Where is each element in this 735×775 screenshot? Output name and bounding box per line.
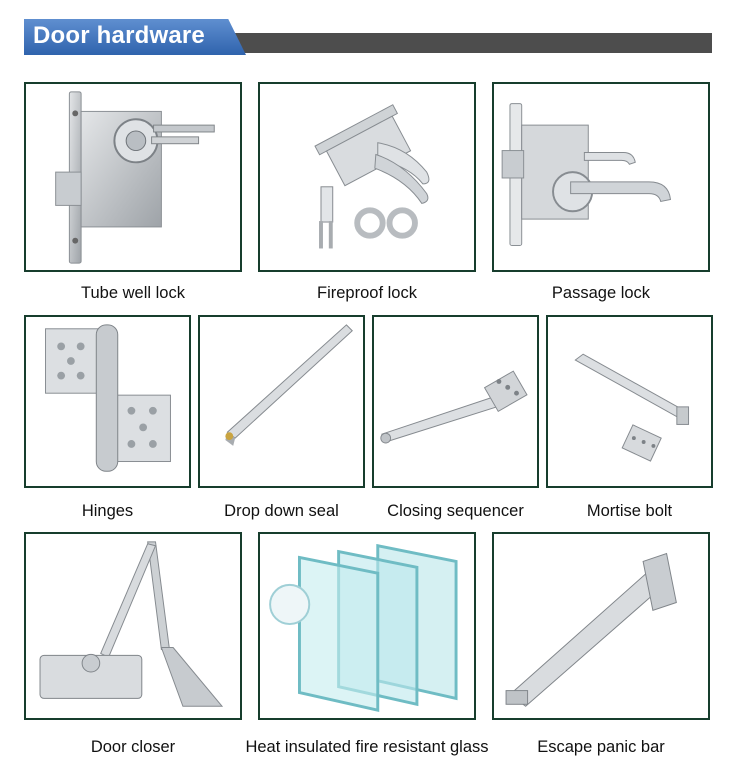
- product-label: Fireproof lock: [317, 284, 417, 302]
- door-closer-icon: [26, 534, 240, 718]
- product-label: Passage lock: [551, 284, 651, 302]
- header-rule: [224, 33, 712, 53]
- fireproof-lock-icon: [260, 84, 474, 270]
- passage-lock-icon: [494, 84, 708, 270]
- panic-bar-icon: [494, 534, 708, 718]
- product-tile-fireproof-lock[interactable]: [258, 82, 476, 272]
- product-tile-escape-panic-bar[interactable]: [492, 532, 710, 720]
- product-label: Closing sequencer: [387, 502, 524, 520]
- product-tile-mortise-bolt[interactable]: [546, 315, 713, 488]
- product-label: Door closer: [90, 738, 176, 756]
- mortise-bolt-icon: [548, 317, 711, 486]
- product-tile-tube-well-lock[interactable]: [24, 82, 242, 272]
- closing-sequencer-icon: [374, 317, 537, 486]
- product-label: Heat insulated fire resistant glass: [245, 738, 489, 756]
- product-label: Hinges: [81, 502, 134, 520]
- hinge-icon: [26, 317, 189, 486]
- product-tile-drop-down-seal[interactable]: [198, 315, 365, 488]
- product-tile-closing-sequencer[interactable]: [372, 315, 539, 488]
- product-tile-hinges[interactable]: [24, 315, 191, 488]
- section-header: [24, 19, 712, 55]
- fire-resistant-glass-icon: [260, 534, 474, 718]
- drop-down-seal-icon: [200, 317, 363, 486]
- product-tile-fire-resistant-glass[interactable]: [258, 532, 476, 720]
- product-tile-door-closer[interactable]: [24, 532, 242, 720]
- product-label: Tube well lock: [81, 284, 185, 302]
- product-tile-passage-lock[interactable]: [492, 82, 710, 272]
- product-label: Escape panic bar: [537, 738, 665, 756]
- tube-well-lock-icon: [26, 84, 240, 270]
- product-label: Mortise bolt: [586, 502, 673, 520]
- product-label: Drop down seal: [224, 502, 339, 520]
- page-title: Door hardware: [33, 22, 205, 49]
